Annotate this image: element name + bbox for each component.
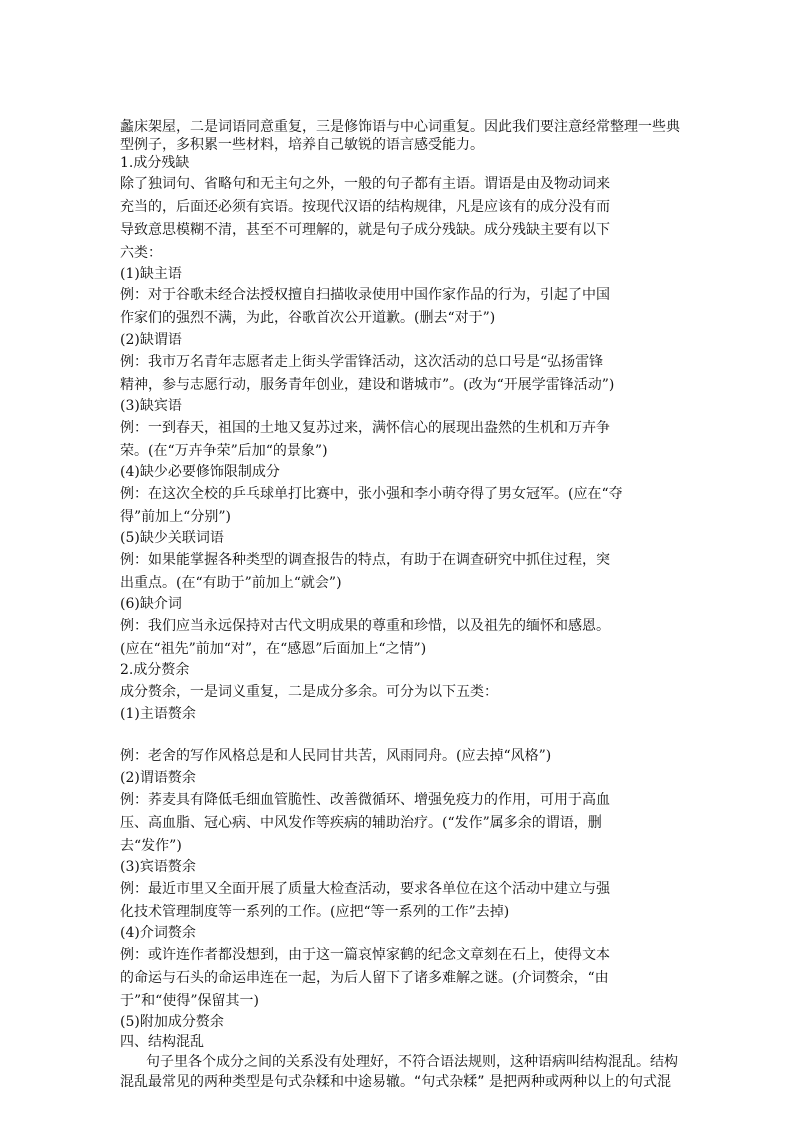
example-line: 例：最近市里又全面开展了质量大检查活动，要求各单位在这个活动中建立与强 bbox=[120, 881, 610, 897]
example-line: 例：对于谷歌未经合法授权擅自扫描收录使用中国作家作品的行为，引起了中国 bbox=[120, 287, 610, 303]
subheading: (2)谓语赘余 bbox=[120, 770, 196, 786]
example-line: 例：一到春天，祖国的土地又复苏过来，满怀信心的展现出盎然的生机和万卉争 bbox=[120, 420, 610, 436]
subheading: (1)缺主语 bbox=[120, 266, 182, 282]
example-line: 例：我市万名青年志愿者走上街头学雷锋活动，这次活动的总口号是“弘扬雷锋 bbox=[120, 354, 604, 370]
example-line: 于”和“使得”保留其一) bbox=[120, 993, 259, 1009]
example-line: (应在“祖先”前加“对”，在“感恩”后面加上“之情”) bbox=[120, 641, 427, 657]
example-line: 例：我们应当永远保持对古代文明成果的尊重和珍惜，以及祖先的缅怀和感恩。 bbox=[120, 618, 610, 634]
subheading: (5)附加成分赘余 bbox=[120, 1014, 224, 1030]
example-line: 例：如果能掌握各种类型的调查报告的特点，有助于在调查研究中抓住过程，突 bbox=[120, 552, 610, 568]
subheading: (6)缺介词 bbox=[120, 596, 182, 612]
section-heading: 2.成分赘余 bbox=[120, 662, 190, 678]
example-line: 精神，参与志愿行动，服务青年创业，建设和谐城市”。(改为“开展学雷锋活动”) bbox=[120, 377, 615, 393]
example-line: 例：荞麦具有降低毛细血管脆性、改善微循环、增强免疫力的作用，可用于高血 bbox=[120, 792, 610, 808]
section-heading: 四、结构混乱 bbox=[120, 1034, 204, 1050]
subheading: (4)介词赘余 bbox=[120, 925, 196, 941]
section-heading: 1.成分残缺 bbox=[120, 155, 190, 171]
text-line: 成分赘余，一是词义重复，二是成分多余。可分为以下五类： bbox=[120, 684, 498, 700]
example-line: 例：老舍的写作风格总是和人民同甘共苦，风雨同舟。(应去掉“风格”) bbox=[120, 748, 552, 764]
subheading: (1)主语赘余 bbox=[120, 706, 196, 722]
example-line: 荣。(在“万卉争荣”后加“的景象”) bbox=[120, 443, 328, 459]
subheading: (3)宾语赘余 bbox=[120, 859, 196, 875]
text-line: 句子里各个成分之间的关系没有处理好，不符合语法规则，这种语病叫结构混乱。结构 bbox=[146, 1054, 678, 1070]
subheading: (3)缺宾语 bbox=[120, 398, 182, 414]
subheading: (2)缺谓语 bbox=[120, 332, 182, 348]
text-line: 混乱最常见的两种类型是句式杂糅和中途易辙。“句式杂糅” 是把两种或两种以上的句式混 bbox=[120, 1074, 671, 1090]
example-line: 化技术管理制度等一系列的工作。(应把“等一系列的工作”去掉) bbox=[120, 904, 510, 920]
example-line: 压、高血脂、冠心病、中风发作等疾病的辅助治疗。(“发作”属多余的谓语，删 bbox=[120, 815, 602, 831]
text-line: 蠡床架屋，二是词语同意重复，三是修饰语与中心词重复。因此我们要注意经常整理一些典 bbox=[120, 119, 680, 135]
example-line: 的命运与石头的命运串连在一起，为后人留下了诸多难解之谜。(介词赘余，“由 bbox=[120, 970, 609, 986]
example-line: 例：在这次全校的乒乓球单打比赛中，张小强和李小萌夺得了男女冠军。(应在“夺 bbox=[120, 486, 623, 502]
text-line: 除了独词句、省略句和无主句之外，一般的句子都有主语。谓语是由及物动词来 bbox=[120, 176, 610, 192]
subheading: (5)缺少关联词语 bbox=[120, 530, 224, 546]
text-line: 导致意思模糊不清，甚至不可理解的，就是句子成分残缺。成分残缺主要有以下 bbox=[120, 222, 610, 238]
subheading: (4)缺少必要修饰限制成分 bbox=[120, 464, 280, 480]
text-line: 型例子，多积累一些材料，培养自己敏锐的语言感受能力。 bbox=[120, 137, 484, 153]
example-line: 去“发作”) bbox=[120, 838, 182, 854]
example-line: 作家们的强烈不满，为此，谷歌首次公开道歉。(删去“对于”) bbox=[120, 310, 496, 326]
text-line: 充当的，后面还必须有宾语。按现代汉语的结构规律，凡是应该有的成分没有而 bbox=[120, 199, 610, 215]
example-line: 得”前加上“分别”) bbox=[120, 509, 231, 525]
example-line: 出重点。(在“有助于”前加上“就会”) bbox=[120, 575, 342, 591]
text-line: 六类： bbox=[120, 245, 162, 261]
example-line: 例：或许连作者都没想到，由于这一篇哀悼家鹤的纪念文章刻在石上，使得文本 bbox=[120, 947, 610, 963]
